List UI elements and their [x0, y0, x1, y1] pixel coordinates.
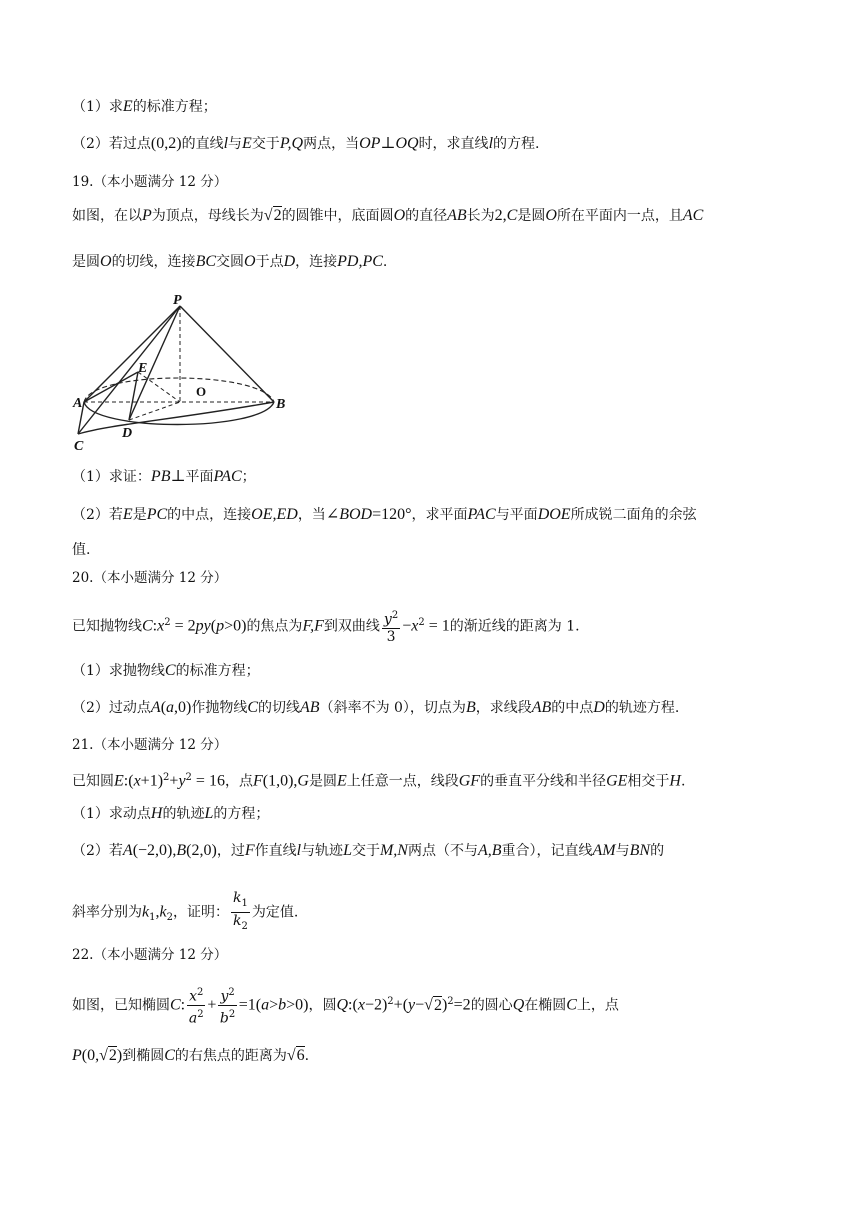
q20-part2: （2）过动点A(a,0)作抛物线C的切线AB（斜率不为 0），切点为B，求线段AB的中点D的轨迹方程. [72, 699, 680, 716]
q21-heading: 21.（本小题满分 12 分） [72, 737, 228, 753]
q19-stem-line2: 是圆O的切线，连接BC交圆O于点D，连接PD,PC. [72, 253, 388, 270]
q19-part2-line2: 值. [72, 542, 91, 558]
q21-part1: （1）求动点H的轨迹L的方程； [72, 805, 270, 822]
q21-part2-line2: 斜率分别为$k_1,k_2$，证明： $\frac{k_1}{k_2}$ 为定值. [72, 890, 299, 932]
q19-part2-line1: （2）若E是PC的中点，连接OE,ED，当∠BOD=120°，求平面PAC与平面DOE所成锐二面角的余弦 [72, 506, 697, 523]
label-E: E [138, 361, 148, 376]
label-A: A [73, 396, 83, 411]
q21-part2-line1: （2）若A(−2,0),B(2,0)，过F作直线l与轨迹L交于M,N两点（不与A,B重合），记直线AM与BN的 [72, 842, 665, 859]
q21-stem: 已知圆$E:(x+1)^2+y^2 = 16$，点F(1,0),G是圆E上任意一点，线段GF的垂直平分线和半径GE相交于H. [72, 772, 686, 790]
q22-stem-line1: 如图，已知椭圆C: $\frac{x^2}{a^2}$ + $\frac{y^2}{b^2}$ =1(a>b>0)，圆$Q:(x-2)^2+(y-√2)^2=2$的圆心Q在椭圆C上，点 [72, 982, 800, 1028]
q18-part2: （2）若过点(0,2)的直线l与E交于P,Q两点，当OP⊥OQ时，求直线l的方程. [72, 135, 540, 152]
cone-figure [72, 292, 286, 454]
q19-stem-line1: 如图，在以P为顶点，母线长为√2的圆锥中，底面圆O的直径AB长为2,C是圆O所在平面内一点，且AC [72, 207, 704, 224]
label-C: C [74, 439, 84, 454]
label-B: B [276, 397, 286, 412]
label-O: O [196, 384, 207, 399]
q20-part1: （1）求抛物线C的标准方程； [72, 662, 260, 679]
q22-stem-line2: P(0,√2)到椭圆C的右焦点的距离为√6. [72, 1047, 310, 1064]
q20-stem: 已知抛物线$C:x^2 = 2py(p>0)$的焦点为F,F到双曲线 $\frac{y^2}{3}$ $-x^2 = 1$的渐近线的距离为 1. [72, 606, 800, 646]
q22-heading: 22.（本小题满分 12 分） [72, 947, 228, 963]
q18-part1: （1）求E的标准方程； [72, 98, 217, 115]
label-D: D [122, 426, 133, 441]
label-P: P [173, 293, 182, 308]
q20-heading: 20.（本小题满分 12 分） [72, 570, 228, 586]
q19-part1: （1）求证：PB⊥平面PAC； [72, 468, 256, 485]
q19-heading: 19.（本小题满分 12 分） [72, 174, 228, 190]
